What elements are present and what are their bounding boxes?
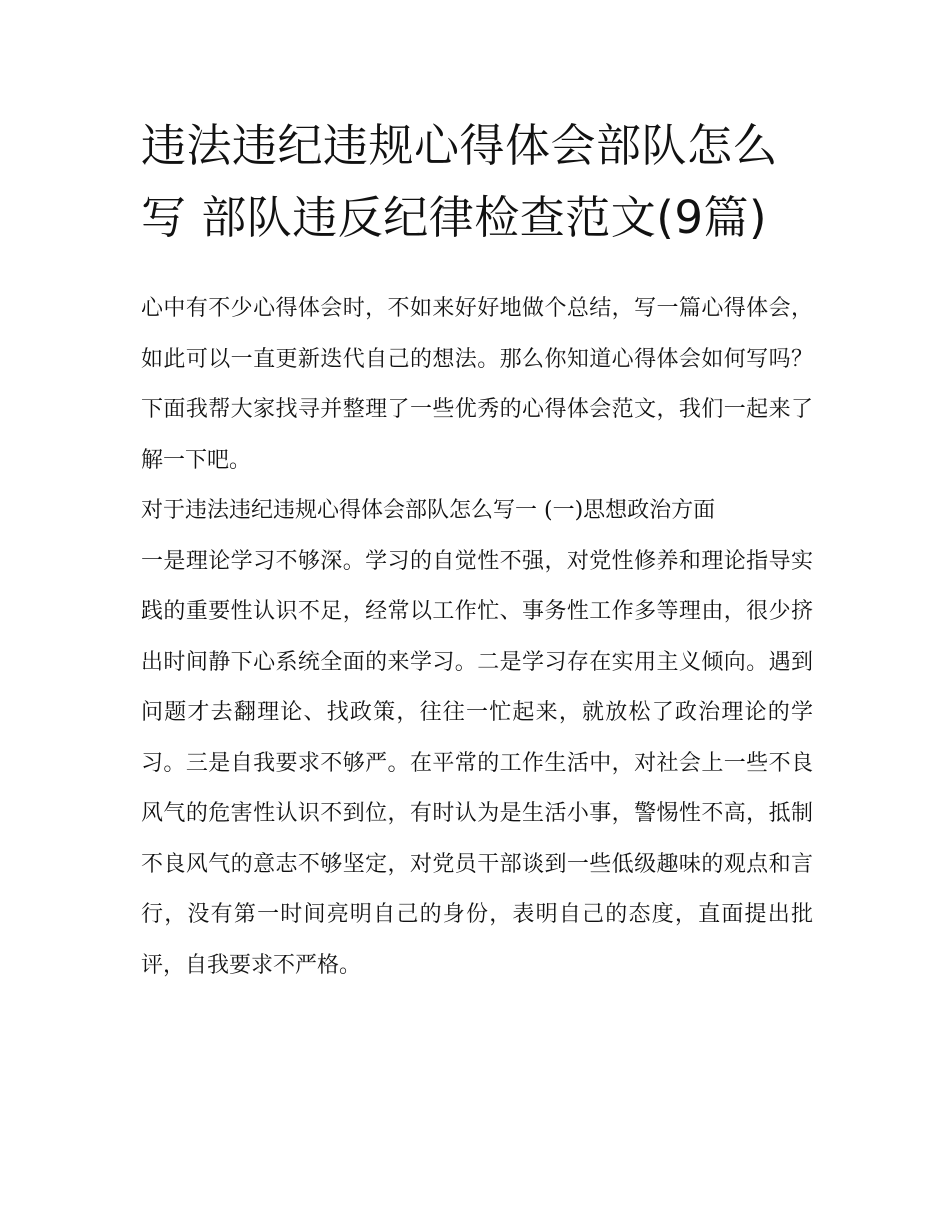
document-body xyxy=(141,110,813,991)
intro-paragraph: 心中有不少心得体会时，不如来好好地做个总结，写一篇心得体会，如此可以一直更新迭代自己的想法。那么你知道心得体会如何写吗？下面我帮大家找寻并整理了一些优秀的心得体会范文，我们一起来了解一下吧。 xyxy=(141,296,813,473)
section-heading-paragraph: 对于违法违纪违规心得体会部队怎么写一 (一)思想政治方面 xyxy=(141,498,716,523)
body-paragraph: 一是理论学习不够深。学习的自觉性不强，对党性修养和理论指导实践的重要性认识不足，经常以工作忙、事务性工作多等理由，很少挤出时间静下心系统全面的来学习。二是学习存在实用主义倾向。遇到问题才去翻理论、找政策，往往一忙起来，就放松了政治理论的学习。三是自我要求不够严。在平常的工作生活中，对社会上一些不良风气的危害性认识不到位，有时认为是生活小事，警惕性不高，抵制不良风气的意志不够坚定，对党员干部谈到一些低级趣味的观点和言行，没有第一时间亮明自己的身份，表明自己的态度，直面提出批评，自我要求不严格。 xyxy=(141,548,813,978)
document-title: 违法违纪违规心得体会部队怎么写 部队违反纪律检查范文(9篇) xyxy=(141,119,779,244)
